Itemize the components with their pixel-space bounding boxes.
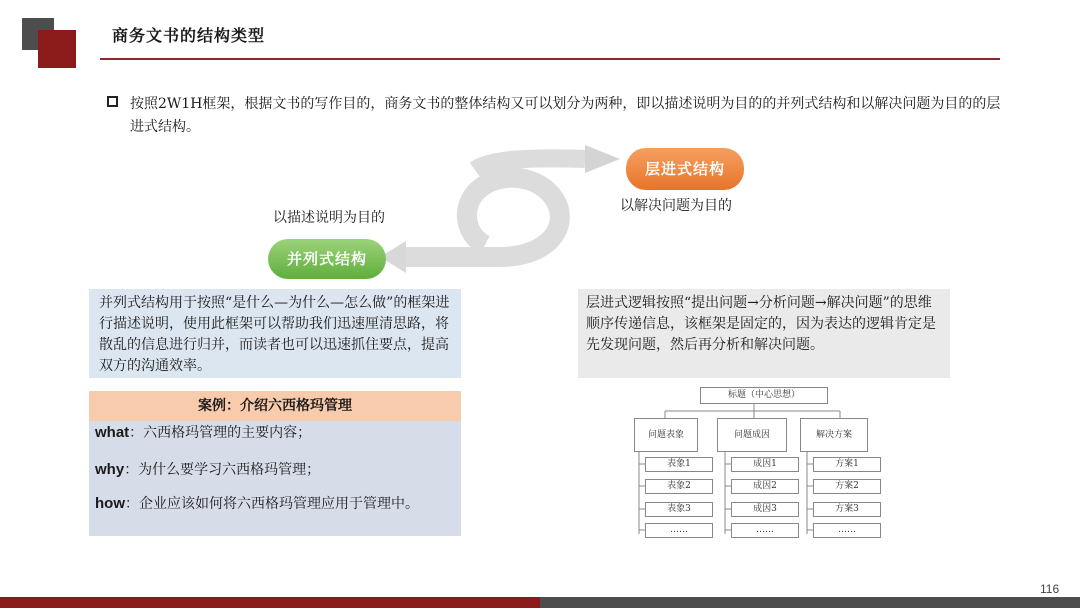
- structure-tree-diagram: [625, 385, 883, 540]
- parallel-structure-label: 并列式结构: [268, 239, 386, 279]
- tree-column-head: 问题表象: [634, 418, 698, 452]
- case-body: [89, 421, 461, 536]
- tree-leaf: 表象2: [645, 479, 713, 494]
- case-text: ：为什么要学习六西格玛管理；: [124, 462, 321, 478]
- tree-leaf: 方案2: [813, 479, 881, 494]
- tree-leaf: 成因3: [731, 502, 799, 517]
- cycle-arrow-icon: [380, 145, 630, 275]
- case-text: ：企业应该如何将六西格玛管理应用于管理中。: [125, 496, 419, 512]
- tree-column-head: 解决方案: [800, 418, 868, 452]
- footer-bar-red: [0, 597, 540, 608]
- page-title: 商务文书的结构类型: [112, 26, 266, 45]
- case-text: ：六西格玛管理的主要内容；: [129, 425, 312, 441]
- tree-leaf: ……: [813, 523, 881, 538]
- parallel-description: 并列式结构用于按照“是什么—为什么—怎么做”的框架进行描述说明，使用此框架可以帮助我们迅速厘清思路，将散乱的信息进行归并，而读者也可以迅速抓住要点，提高双方的沟通效率。: [89, 289, 461, 378]
- tree-column-head: 问题成因: [717, 418, 787, 452]
- case-key: what: [95, 424, 130, 441]
- title-divider: [100, 58, 1000, 60]
- page-number: 116: [1040, 582, 1060, 596]
- case-key: how: [95, 495, 125, 512]
- tree-leaf: 方案1: [813, 457, 881, 472]
- tree-leaf: 成因2: [731, 479, 799, 494]
- bullet-square-icon: [107, 96, 118, 107]
- intro-paragraph: 按照2W1H框架，根据文书的写作目的，商务文书的整体结构又可以划分为两种，即以描述说明为目的的并列式结构和以解决问题为目的的层进式结构。: [130, 96, 1001, 135]
- tree-root: 标题（中心思想）: [700, 387, 828, 404]
- case-key: why: [95, 461, 125, 478]
- progressive-caption: 以解决问题为目的: [620, 198, 732, 214]
- case-heading: 案例：介绍六西格玛管理: [89, 391, 461, 421]
- logo-square-red: [38, 30, 76, 68]
- progressive-description: 层进式逻辑按照“提出问题→分析问题→解决问题”的思维顺序传递信息，该框架是固定的，因为表达的逻辑肯定是先发现问题，然后再分析和解决问题。: [578, 289, 950, 378]
- case-item-why: [95, 460, 455, 480]
- tree-leaf: 成因1: [731, 457, 799, 472]
- progressive-structure-label: 层进式结构: [626, 148, 744, 190]
- parallel-caption: 以描述说明为目的: [273, 210, 385, 226]
- tree-leaf: 表象3: [645, 502, 713, 517]
- case-item-how: [95, 494, 455, 514]
- case-item-what: [95, 423, 455, 443]
- tree-leaf: ……: [645, 523, 713, 538]
- tree-leaf: 方案3: [813, 502, 881, 517]
- tree-leaf: 表象1: [645, 457, 713, 472]
- tree-leaf: ……: [731, 523, 799, 538]
- footer-bar-grey: [540, 597, 1080, 608]
